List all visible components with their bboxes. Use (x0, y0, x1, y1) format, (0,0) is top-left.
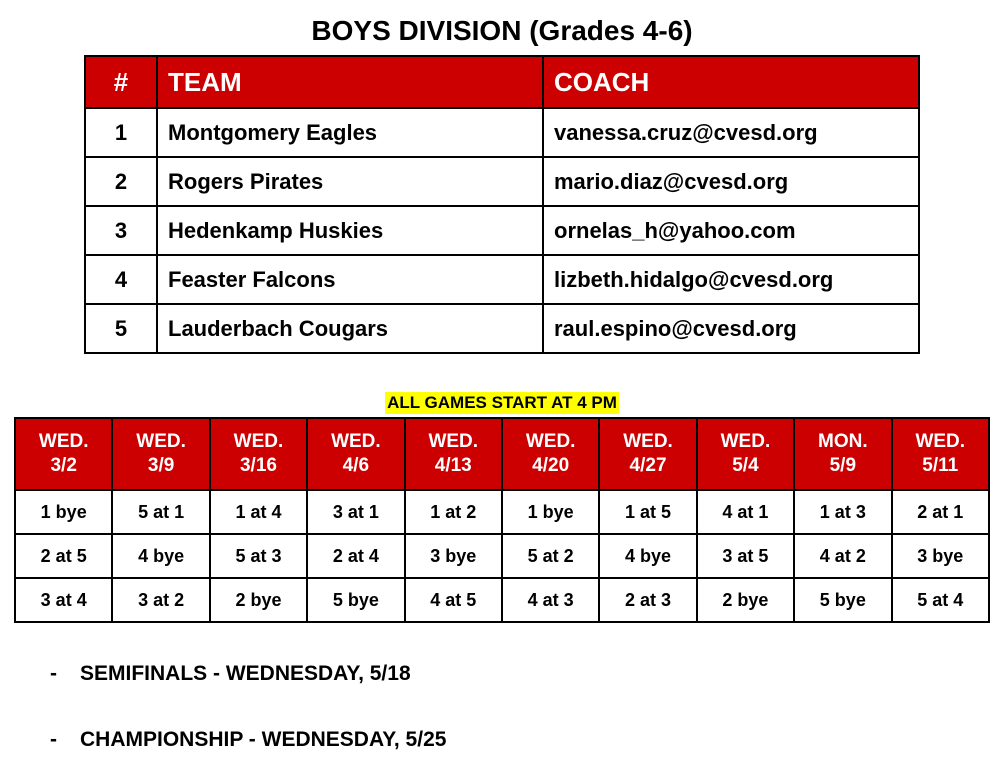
page-title: BOYS DIVISION (Grades 4-6) (311, 15, 693, 46)
matchup-cell: 1 bye (502, 490, 599, 534)
header-coach: COACH (543, 56, 919, 108)
table-row (85, 255, 919, 304)
matchup-cell: 2 bye (697, 578, 794, 622)
schedule-row (15, 490, 989, 534)
schedule-date-header (15, 418, 112, 490)
matchup-cell: 5 bye (307, 578, 404, 622)
table-row (85, 304, 919, 353)
team-number: 1 (85, 108, 157, 157)
matchup-cell: 2 bye (210, 578, 307, 622)
team-number: 4 (85, 255, 157, 304)
semifinals-text: SEMIFINALS - WEDNESDAY, 5/18 (80, 662, 411, 685)
schedule-table (14, 417, 990, 623)
matchup-cell: 2 at 5 (15, 534, 112, 578)
matchup-cell: 4 at 5 (405, 578, 502, 622)
matchup-cell: 3 bye (892, 534, 989, 578)
matchup-cell: 2 at 1 (892, 490, 989, 534)
team-number: 3 (85, 206, 157, 255)
matchup-cell: 4 at 1 (697, 490, 794, 534)
team-name: Rogers Pirates (157, 157, 543, 206)
team-number: 5 (85, 304, 157, 353)
schedule-date-header (307, 418, 404, 490)
matchup-cell: 3 at 4 (15, 578, 112, 622)
bullet-dash: - (50, 662, 57, 685)
start-time-notice: ALL GAMES START AT 4 PM (387, 393, 617, 412)
schedule-date: 4/13 (434, 455, 472, 476)
schedule-date: 4/27 (629, 455, 667, 476)
teams-header-row (85, 56, 919, 108)
table-row (85, 206, 919, 255)
schedule-date-header (892, 418, 989, 490)
matchup-cell: 3 at 5 (697, 534, 794, 578)
schedule-date: 3/16 (239, 455, 277, 476)
matchup-cell: 5 at 2 (502, 534, 599, 578)
matchup-cell: 1 at 4 (210, 490, 307, 534)
schedule-day: WED. (720, 431, 771, 452)
schedule-date: 3/2 (50, 455, 77, 476)
coach-email[interactable]: ornelas_h@yahoo.com (543, 206, 919, 255)
matchup-cell: 2 at 3 (599, 578, 696, 622)
schedule-date: 5/11 (922, 455, 959, 476)
team-number: 2 (85, 157, 157, 206)
schedule-day: WED. (525, 431, 576, 452)
coach-email[interactable]: vanessa.cruz@cvesd.org (543, 108, 919, 157)
matchup-cell: 5 at 1 (112, 490, 209, 534)
team-name: Lauderbach Cougars (157, 304, 543, 353)
notice-container (0, 392, 1004, 414)
matchup-cell: 1 at 2 (405, 490, 502, 534)
schedule-header-row (15, 418, 989, 490)
schedule-day: WED. (38, 431, 89, 452)
schedule-date: 4/20 (532, 455, 570, 476)
schedule-date-header (599, 418, 696, 490)
header-team: TEAM (157, 56, 543, 108)
coach-email[interactable]: lizbeth.hidalgo@cvesd.org (543, 255, 919, 304)
bullet-dash: - (50, 728, 57, 751)
schedule-day: WED. (136, 431, 186, 452)
schedule-date: 5/4 (732, 455, 759, 476)
matchup-cell: 3 at 1 (307, 490, 404, 534)
matchup-cell: 4 bye (599, 534, 696, 578)
semifinals-note (50, 661, 411, 687)
matchup-cell: 3 bye (405, 534, 502, 578)
schedule-date-header (794, 418, 891, 490)
table-row (85, 108, 919, 157)
championship-note (50, 727, 446, 753)
schedule-row (15, 534, 989, 578)
matchup-cell: 1 at 5 (599, 490, 696, 534)
matchup-cell: 3 at 2 (112, 578, 209, 622)
coach-email[interactable]: raul.espino@cvesd.org (543, 304, 919, 353)
matchup-cell: 4 bye (112, 534, 209, 578)
schedule-day: WED. (428, 431, 479, 452)
matchup-cell: 4 at 3 (502, 578, 599, 622)
teams-table (84, 55, 920, 354)
table-row (85, 157, 919, 206)
schedule-date: 3/9 (147, 455, 175, 476)
schedule-date: 4/6 (342, 455, 370, 476)
coach-email[interactable]: mario.diaz@cvesd.org (543, 157, 919, 206)
championship-text: CHAMPIONSHIP - WEDNESDAY, 5/25 (80, 728, 447, 751)
matchup-cell: 4 at 2 (794, 534, 891, 578)
matchup-cell: 2 at 4 (307, 534, 404, 578)
header-number: # (85, 56, 157, 108)
schedule-day: WED. (233, 431, 284, 452)
schedule-date-header (502, 418, 599, 490)
team-name: Feaster Falcons (157, 255, 543, 304)
schedule-date-header (697, 418, 794, 490)
schedule-day: WED. (331, 431, 381, 452)
team-name: Montgomery Eagles (157, 108, 543, 157)
schedule-date-header (405, 418, 502, 490)
schedule-date-header (112, 418, 209, 490)
schedule-date: 5/9 (829, 455, 857, 476)
matchup-cell: 5 at 4 (892, 578, 989, 622)
team-name: Hedenkamp Huskies (157, 206, 543, 255)
schedule-day: WED. (915, 431, 966, 452)
schedule-day: WED. (623, 431, 673, 452)
matchup-cell: 5 at 3 (210, 534, 307, 578)
schedule-date-header (210, 418, 307, 490)
schedule-day: MON. (818, 431, 868, 452)
matchup-cell: 1 bye (15, 490, 112, 534)
matchup-cell: 5 bye (794, 578, 891, 622)
schedule-row (15, 578, 989, 622)
matchup-cell: 1 at 3 (794, 490, 891, 534)
